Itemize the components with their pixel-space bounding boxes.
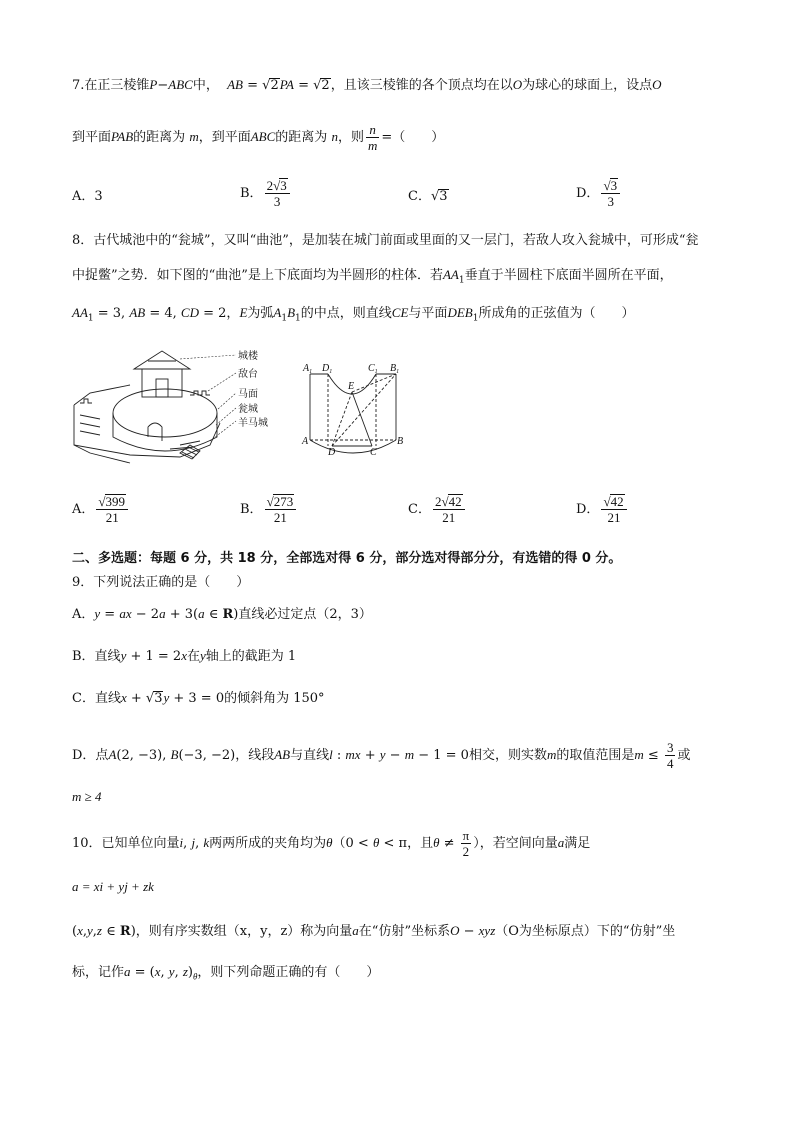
- q9-text: ，线段: [235, 748, 275, 763]
- castle-label: 城楼: [238, 351, 258, 362]
- q8-option-label: B．: [240, 502, 263, 517]
- q7-text: 7.在正三棱锥: [72, 78, 150, 93]
- svg-text:B1: $B_1$: [390, 363, 400, 375]
- q9-option-d-cont: m ≥ 4: [72, 789, 102, 804]
- q7-option-c: C．√3: [408, 189, 448, 204]
- q8-option-c: C． $\frac{2√42}{21}$: [408, 494, 467, 525]
- q7-option-a: A．3: [72, 189, 103, 204]
- q7-point-o: O: [512, 77, 523, 92]
- q7-var-n: n: [331, 129, 338, 144]
- svg-text:A1: $A_1$: [303, 363, 313, 375]
- q10-text: ，则下列命题正确的有（ ）: [197, 965, 380, 980]
- q10-text: 10．已知单位向量: [72, 836, 180, 851]
- q7-line2: [72, 122, 444, 153]
- q7-text: 的距离为: [275, 130, 328, 145]
- q9-text: 的取值范围是: [556, 748, 635, 763]
- svg-text:D1: $D_1$: [322, 363, 333, 375]
- q9-text: 在: [186, 649, 200, 664]
- q7-option-label: D．: [576, 186, 600, 201]
- q9-text: D．点: [72, 748, 109, 763]
- svg-text:A: A: [302, 436, 309, 447]
- q7-text: 的距离为: [133, 130, 186, 145]
- q7-text: 为球心的球面上，设点: [522, 78, 653, 93]
- q9-option-b: B．直线y + 1 = 2x在y轴上的截距为 1: [72, 648, 297, 664]
- q9-option-c: C．直线x + √3y + 3 = 0的倾斜角为 150°: [72, 690, 325, 706]
- q8-text: 中捉鳖”之势．如下图的“曲池”是上下底面均为半圆形的柱体．若: [72, 268, 443, 283]
- q7-option-label: B．: [240, 186, 263, 201]
- q7-plane-abc: ABC: [250, 129, 276, 144]
- q8-text: 与平面: [408, 306, 448, 321]
- q7-option-d: D． $\frac{√3}{3}$: [576, 178, 622, 209]
- q10-text: ，且: [407, 836, 434, 851]
- q9-text: C．直线: [72, 691, 121, 706]
- section-header: 二、多选题：每题 6 分，共 18 分，全部选对得 6 分，部分选对得部分分，有选错的得 0 分。: [72, 551, 622, 566]
- q7-text: 中，: [192, 78, 219, 93]
- q9-text: 相交，则实数: [468, 748, 547, 763]
- q9-text: 与直线: [290, 748, 330, 763]
- q9-option-a: A．y = ax − 2a + 3(a ∈ R)直线必过定点（2，3）: [72, 606, 372, 622]
- q7-text: ，则: [337, 130, 364, 145]
- q10-line1: 10．已知单位向量i, j, k两两所成的夹角均为θ（0 < θ < π，且θ ≠ $\frac{\pi}{2}$ ），若空间向量a满足: [72, 828, 591, 859]
- castle-label: 瓮城: [238, 404, 258, 415]
- castle-label: 马面: [238, 389, 258, 400]
- q10-text: （O为坐标原点）下的“仿射”坐: [495, 924, 676, 939]
- q9-stem: 9．下列说法正确的是（ ）: [72, 575, 250, 590]
- q8-text: ，: [226, 306, 240, 321]
- q9-text: 轴上的截距为 1: [205, 649, 297, 664]
- q8-line3: $AA_1 = 3$, AB = 4, CD = 2，E为弧$A_1B_1$的中点，则直线CE与平面$DEB_1$所成角的正弦值为（ ）: [72, 305, 635, 324]
- q7-point-o: O: [652, 77, 662, 92]
- q8-text: 为弧: [247, 306, 274, 321]
- q8-line1: 8．古代城池中的“瓮城”，又叫“曲池”，是加装在城门前面或里面的又一层门，若敌人攻入瓮城中，可形成“瓮: [72, 233, 699, 248]
- q8-option-label: A．: [72, 502, 95, 517]
- q8-option-label: C．: [408, 502, 431, 517]
- q7-line1: 7.在正三棱锥P−ABC中， AB = √2PA = √2，且该三棱锥的各个顶点均在以O为球心的球面上，设点O: [72, 77, 662, 93]
- q10-text: ，则有序实数组（x，y，z）称为向量: [135, 924, 353, 939]
- q9-text: 或: [677, 748, 691, 763]
- svg-text:E: E: [348, 381, 355, 392]
- q10-line3: (x,y,z ∈ R)，则有序实数组（x，y，z）称为向量a在“仿射”坐标系O − xyz（O为坐标原点）下的“仿射”坐: [72, 923, 676, 939]
- q7-plane-pab: PAB: [111, 129, 134, 144]
- castle-illustration: [70, 345, 280, 465]
- q10-text: （: [332, 836, 346, 851]
- q10-text: 两两所成的夹角均为: [209, 836, 327, 851]
- castle-label: 敌台: [238, 369, 258, 380]
- q9-option-d: D．点A(2, −3), B(−3, −2)，线段AB与直线l : mx + y − m − 1 = 0相交，则实数m的取值范围是m ≤ $\frac{3}{4}$ 或: [72, 740, 691, 771]
- q10-text: 标，记作: [72, 965, 125, 980]
- q10-line4: 标，记作a = (x, y, $z)_\theta$，则下列命题正确的有（ ）: [72, 964, 380, 982]
- half-cylinder-diagram: [300, 362, 410, 462]
- q8-option-d: D． $\frac{√42}{21}$: [576, 494, 629, 525]
- q10-text: 满足: [564, 836, 591, 851]
- castle-label: 羊马城: [238, 418, 268, 429]
- svg-text:C: C: [370, 447, 377, 458]
- q7-text: =（ ）: [381, 130, 445, 145]
- q8-option-b: B． $\frac{√273}{21}$: [240, 494, 298, 525]
- svg-text:D: D: [328, 447, 336, 458]
- q7-fraction-n-over-m: $\frac{n}{m}$: [367, 122, 378, 153]
- q7-var-m: m: [189, 129, 199, 144]
- q7-option-label: C．: [408, 189, 431, 204]
- q9-text: 直线必过定点（2，3）: [238, 607, 372, 622]
- q10-equation: a = xi + yj + zk: [72, 879, 154, 894]
- q7-option-b: B． $\frac{2√3}{3}$: [240, 178, 292, 209]
- q8-text: 的中点，则直线: [300, 306, 392, 321]
- q9-text: 的倾斜角为 150°: [224, 691, 325, 706]
- q9-text: B．直线: [72, 649, 121, 664]
- q7-text: 到平面: [72, 130, 112, 145]
- q9-option-label: A．: [72, 607, 95, 622]
- q8-line2: 中捉鳖”之势．如下图的“曲池”是上下底面均为半圆形的柱体．若$AA_1$垂直于半圆柱下底面半圆所在平面，: [72, 267, 673, 286]
- q10-text: 在“仿射”坐标系: [358, 924, 451, 939]
- q7-text: ，且该三棱锥的各个顶点均在以: [330, 78, 513, 93]
- q7-text: ，到平面: [198, 130, 251, 145]
- q8-text: 垂直于半圆柱下底面半圆所在平面，: [464, 268, 673, 283]
- q8-option-a: A． $\frac{√399}{21}$: [72, 494, 130, 525]
- svg-text:C1: $C_1$: [368, 363, 378, 375]
- q8-option-label: D．: [576, 502, 600, 517]
- q8-text: 所成角的正弦值为（ ）: [478, 306, 635, 321]
- q10-text: ），若空间向量: [473, 836, 558, 851]
- svg-text:B: B: [397, 436, 404, 447]
